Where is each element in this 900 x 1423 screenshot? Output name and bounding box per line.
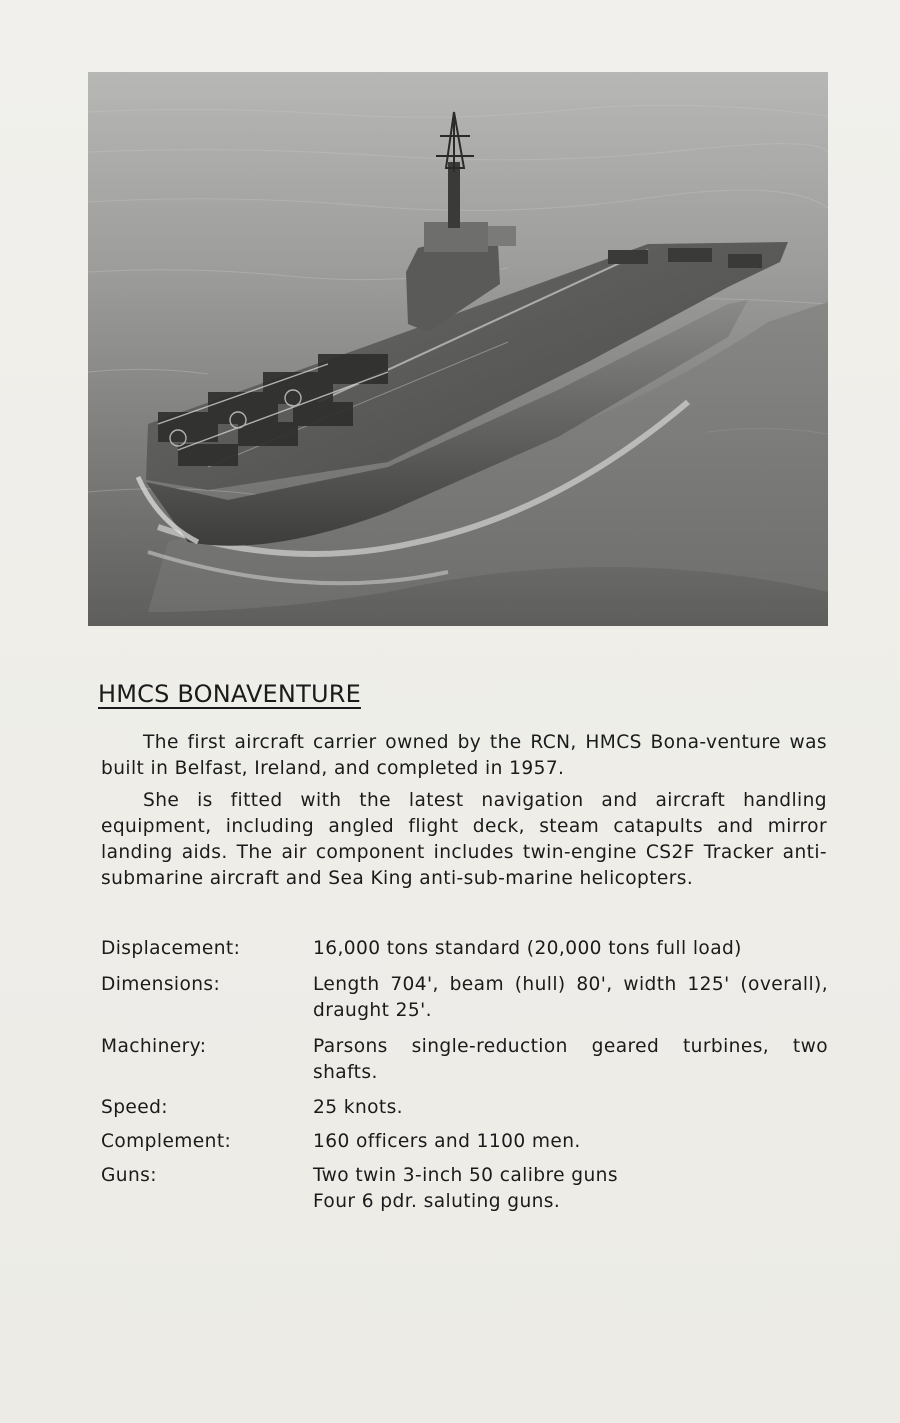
spec-value: 16,000 tons standard (20,000 tons full load) bbox=[313, 938, 742, 959]
spec-label: Dimensions: bbox=[101, 974, 221, 995]
page-title: HMCS BONAVENTURE bbox=[98, 680, 361, 708]
guns-line-2: Four 6 pdr. saluting guns. bbox=[313, 1191, 561, 1212]
spec-value: Length 704', beam (hull) 80', width 125' (overall), draught 25'. bbox=[313, 974, 828, 1021]
spec-label: Displacement: bbox=[101, 938, 241, 959]
guns-line-1: Two twin 3-inch 50 calibre guns bbox=[313, 1165, 618, 1186]
spec-value: 160 officers and 1100 men. bbox=[313, 1131, 581, 1152]
spec-label: Speed: bbox=[101, 1097, 168, 1118]
carrier-photo-image bbox=[88, 72, 828, 626]
spec-value bbox=[313, 1163, 828, 1215]
spec-label: Machinery: bbox=[101, 1036, 207, 1057]
spec-value: 25 knots. bbox=[313, 1097, 403, 1118]
intro-paragraph: The first aircraft carrier owned by the RCN, HMCS Bona-venture was built in Belfast, Ireland, and completed in 1957. bbox=[101, 732, 827, 779]
carrier-photo bbox=[88, 72, 828, 626]
spec-label: Complement: bbox=[101, 1131, 232, 1152]
spec-label: Guns: bbox=[101, 1165, 157, 1186]
spec-value: Parsons single-reduction geared turbines, two shafts. bbox=[313, 1036, 828, 1083]
equipment-paragraph: She is fitted with the latest navigation and aircraft handling equipment, including angled flight deck, steam catapults and mirror landing aids. The air component includes twin-engine CS2F Tracker anti-submarine aircraft and Sea King anti-sub-marine helicopters. bbox=[101, 790, 827, 889]
